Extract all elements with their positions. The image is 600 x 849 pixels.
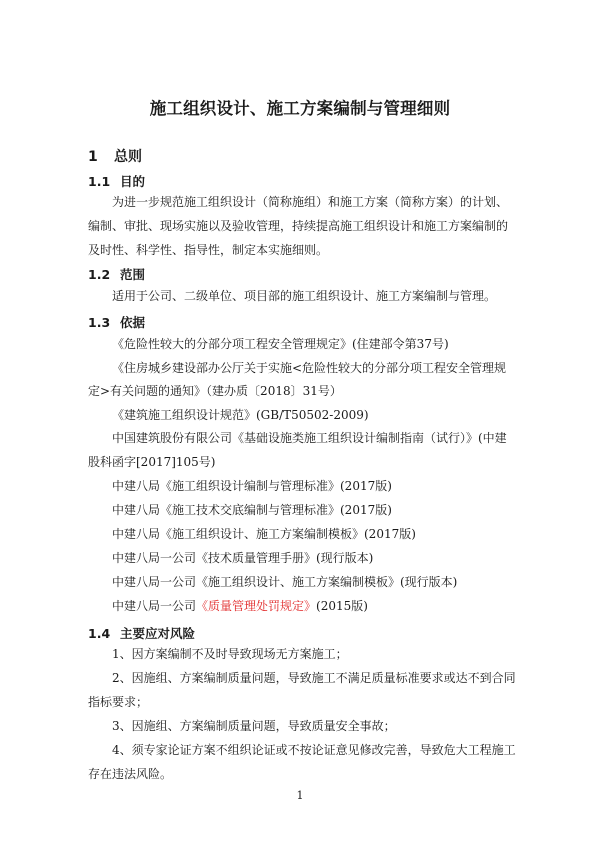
risk-item-continued: 指标要求； [88,695,149,709]
purpose-line-2: 编制、审批、现场实施以及验收管理，持续提高施工组织设计和施工方案编制的 [88,219,509,233]
reference-item: 中建八局一公司《施工组织设计、施工方案编制模板》(现行版本) [112,575,458,589]
purpose-line-1: 为进一步规范施工组织设计（简称施组）和施工方案（简称方案）的计划、 [112,195,509,209]
reference-item: 中建八局《施工技术交底编制与管理标准》(2017版) [112,503,392,517]
reference-suffix: (2015版) [316,599,368,613]
subsection-title: 范围 [120,267,146,282]
document-title: 施工组织设计、施工方案编制与管理细则 [149,99,451,118]
page-number: 1 [296,789,304,802]
subsection-number: 1.4 [88,626,111,641]
subsection-title: 主要应对风险 [120,626,196,641]
reference-item: 《危险性较大的分部分项工程安全管理规定》(住建部令第37号) [112,337,449,351]
section-title: 总则 [114,149,142,165]
highlighted-reference: 《质量管理处罚规定》 [196,599,317,613]
reference-item: 中国建筑股份有限公司《基础设施类施工组织设计编制指南（试行）》(中建 [112,431,507,445]
section-number: 1 [88,149,98,165]
subsection-heading-1-4 [88,624,195,642]
reference-item-continued: 定>有关问题的通知》（建办质〔2018〕31号） [88,384,342,398]
scope-line: 适用于公司、二级单位、项目部的施工组织设计、施工方案编制与管理。 [112,289,497,303]
risk-item-continued: 存在违法风险。 [88,767,173,781]
subsection-title: 依据 [120,315,146,330]
reference-item: 中建八局《施工组织设计、施工方案编制模板》(2017版) [112,527,416,541]
subsection-number: 1.3 [88,315,111,330]
subsection-title: 目的 [120,174,146,189]
risk-item: 3、因施组、方案编制质量问题，导致质量安全事故； [112,719,396,733]
subsection-heading-1-2 [88,265,145,283]
reference-item: 《住房城乡建设部办公厅关于实施<危险性较大的分部分项工程安全管理规 [112,361,507,375]
reference-item-continued: 股科函字[2017]105号) [88,455,216,469]
subsection-heading-1-1 [88,172,145,190]
reference-item: 《建筑施工组织设计规范》(GB/T50502-2009) [112,408,369,422]
risk-item: 1、因方案编制不及时导致现场无方案施工； [112,647,348,661]
purpose-line-3: 及时性、科学性、指导性，制定本实施细则。 [88,243,329,257]
reference-prefix: 中建八局一公司 [112,599,197,613]
reference-item: 中建八局《施工组织设计编制与管理标准》(2017版) [112,479,392,493]
risk-item: 4、须专家论证方案不组织论证或不按论证意见修改完善，导致危大工程施工 [112,743,516,757]
risk-item: 2、因施组、方案编制质量问题，导致施工不满足质量标准要求或达不到合同 [112,671,516,685]
reference-item [88,594,536,618]
reference-item: 中建八局一公司《技术质量管理手册》(现行版本) [112,551,374,565]
section-heading-1 [88,146,142,166]
subsection-number: 1.1 [88,174,111,189]
subsection-number: 1.2 [88,267,111,282]
subsection-heading-1-3 [88,313,145,331]
